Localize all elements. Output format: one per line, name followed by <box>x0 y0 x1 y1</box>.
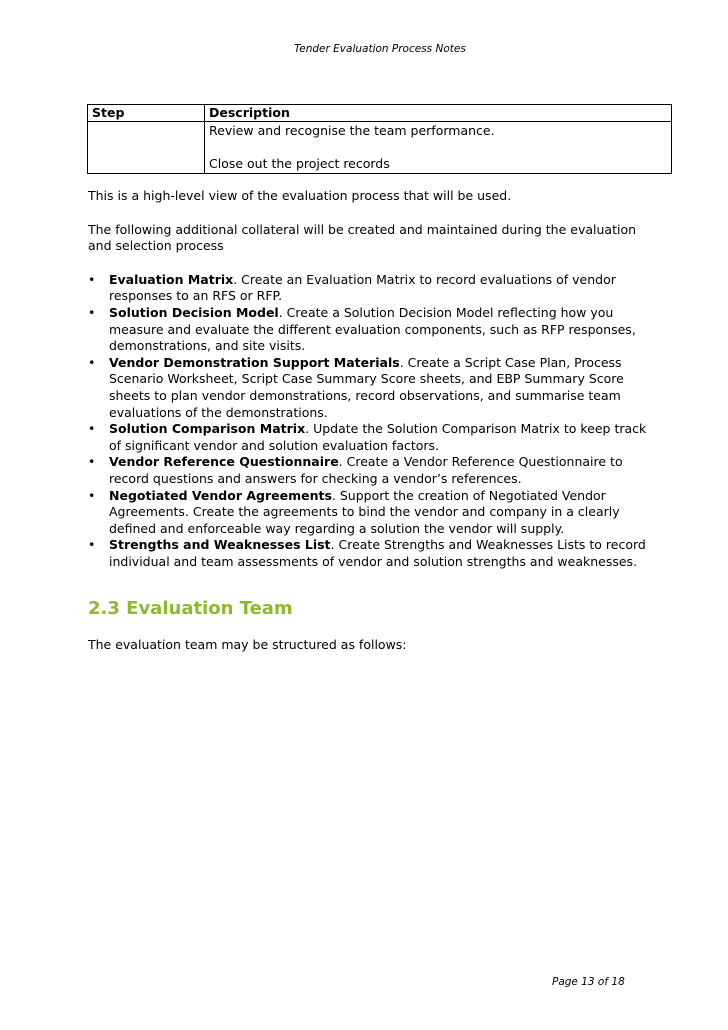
list-item-term: Vendor Reference Questionnaire <box>109 454 339 470</box>
bullet-icon: • <box>88 421 96 437</box>
bullet-icon: • <box>88 454 96 470</box>
page-header: Tender Evaluation Process Notes <box>294 43 466 55</box>
list-item <box>88 305 648 355</box>
collateral-paragraph: The following additional collateral will be created and maintained during the evaluation and selection process <box>88 221 637 254</box>
list-item <box>88 272 648 305</box>
body-content <box>88 188 648 671</box>
section-heading: 2.3 Evaluation Team <box>88 598 293 620</box>
list-item-text: . Create an Evaluation Matrix to record evaluations of vendor responses to an RFS or RFP. <box>109 271 616 304</box>
page-number: Page 13 of 18 <box>552 976 625 988</box>
list-item-text: . Create a Script Case Plan, Process Scenario Worksheet, Script Case Summary Score sheets, and EBP Summary Score sheets to plan vendor demonstrations, record observations, and summarise team evaluations of the demonstrations. <box>109 354 624 420</box>
list-item-text: . Update the Solution Comparison Matrix to keep track of significant vendor and solution evaluation factors. <box>109 421 647 453</box>
table-cell-description <box>205 122 672 174</box>
bullet-icon: • <box>88 271 96 287</box>
bullet-icon: • <box>88 354 96 370</box>
list-item <box>88 421 648 454</box>
list-item-term: Solution Comparison Matrix <box>109 421 306 437</box>
table-header-row <box>88 105 672 122</box>
process-steps-table <box>87 104 672 174</box>
list-item-term: Negotiated Vendor Agreements <box>109 487 332 503</box>
table-cell-step <box>88 122 205 174</box>
intro-paragraph: This is a high-level view of the evaluation process that will be used. <box>88 188 512 203</box>
description-line: Close out the project records <box>209 156 390 171</box>
list-item-text: . Create a Solution Decision Model reflecting how you measure and evaluate the different evaluation components, such as RFP responses, demonstrations, and site visits. <box>109 304 636 354</box>
bullet-icon: • <box>88 487 96 503</box>
section-intro: The evaluation team may be structured as follows: <box>88 637 407 653</box>
list-item-term: Evaluation Matrix <box>109 271 234 287</box>
bullet-icon: • <box>88 537 96 553</box>
list-item-term: Solution Decision Model <box>109 304 279 320</box>
bullet-icon: • <box>88 304 96 320</box>
list-item <box>88 537 648 570</box>
list-item-text: . Create a Vendor Reference Questionnaire to record questions and answers for checking a vendor’s references. <box>109 454 623 486</box>
list-item <box>88 355 648 421</box>
list-item-term: Vendor Demonstration Support Materials <box>109 354 400 370</box>
table-header-description: Description <box>205 105 672 122</box>
list-item-text: . Support the creation of Negotiated Vendor Agreements. Create the agreements to bind the vendor and company in a clearly defined and enforceable way regarding a solution the vendor will supply. <box>109 487 620 536</box>
list-item <box>88 454 648 487</box>
table-row <box>88 122 672 174</box>
list-item-text: . Create Strengths and Weaknesses Lists to record individual and team assessments of vendor and solution strengths and weaknesses. <box>109 537 646 569</box>
list-item <box>88 488 648 538</box>
list-item-term: Strengths and Weaknesses List <box>109 537 331 553</box>
collateral-list <box>88 272 648 571</box>
description-line: Review and recognise the team performance. <box>209 123 495 138</box>
table-header-step: Step <box>88 105 205 122</box>
